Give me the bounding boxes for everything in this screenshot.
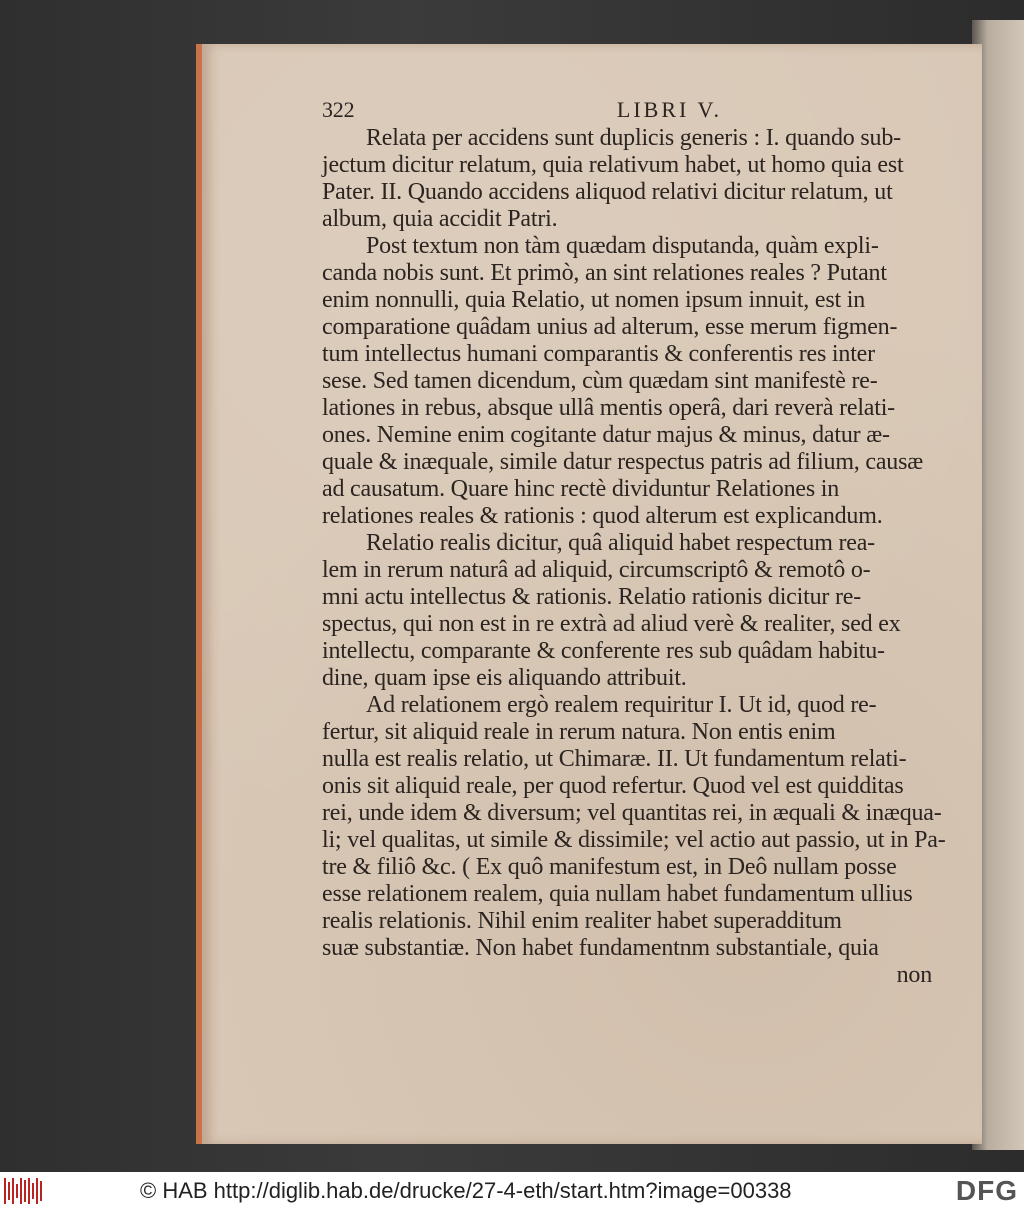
text-line: relationes reales & rationis : quod alterum est explicandum. (322, 503, 883, 529)
text-line: Relata per accidens sunt duplicis generis : I. quando sub- (366, 125, 901, 151)
text-line: dine, quam ipse eis aliquando attribuit. (322, 665, 687, 691)
logo-bar (32, 1183, 34, 1199)
text-line: lem in rerum naturâ ad aliquid, circumscriptô & remotô o- (322, 557, 871, 583)
text-line: mni actu intellectus & rationis. Relatio rationis dicitur re- (322, 584, 861, 610)
logo-bar (12, 1178, 14, 1204)
text-line: onis sit aliquid reale, per quod refertur. Quod vel est quidditas (322, 773, 904, 799)
text-line: jectum dicitur relatum, quia relativum habet, ut homo quia est (322, 152, 904, 178)
text-line: sese. Sed tamen dicendum, cùm quædam sint manifestè re- (322, 368, 878, 394)
text-line: canda nobis sunt. Et primò, an sint relationes reales ? Putant (322, 260, 887, 286)
logo-bar (36, 1178, 38, 1204)
logo-bar (8, 1182, 10, 1200)
text-line: rei, unde idem & diversum; vel quantitas rei, in æquali & inæqua- (322, 800, 942, 826)
text-line: suæ substantiæ. Non habet fundamentnm substantiale, quia (322, 935, 879, 961)
page-number: 322 (322, 97, 355, 122)
text-line: Relatio realis dicitur, quâ aliquid habet respectum rea- (366, 530, 875, 556)
text-line: comparatione quâdam unius ad alterum, esse merum figmen- (322, 314, 898, 340)
viewer-footer (0, 1172, 1024, 1209)
text-line: Post textum non tàm quædam disputanda, quàm expli- (366, 233, 879, 259)
catchword: non (896, 962, 932, 988)
dfg-logo[interactable]: DFG (955, 1174, 1018, 1206)
text-line: tum intellectus humani comparantis & conferentis res inter (322, 341, 875, 367)
hab-barcode-logo-icon (4, 1176, 44, 1206)
logo-bar (28, 1178, 30, 1204)
text-line: album, quia accidit Patri. (322, 206, 558, 232)
text-line: tre & filiô &c. ( Ex quô manifestum est, in Deô nullam posse (322, 854, 897, 880)
logo-bar (16, 1184, 18, 1198)
text-line: ad causatum. Quare hinc rectè dividuntur Relationes in (322, 476, 840, 502)
text-line: esse relationem realem, quia nullam habet fundamentum ullius (322, 881, 913, 907)
text-line: nulla est realis relatio, ut Chimaræ. II. Ut fundamentum relati- (322, 746, 907, 772)
text-line: Pater. II. Quando accidens aliquod relativi dicitur relatum, ut (322, 179, 893, 205)
text-line: ones. Nemine enim cogitante datur majus & minus, datur æ- (322, 422, 890, 448)
text-line: li; vel qualitas, ut simile & dissimile; vel actio aut passio, ut in Pa- (322, 827, 946, 853)
text-line: lationes in rebus, absque ullâ mentis operâ, dari reverà relati- (322, 395, 895, 421)
body-text (322, 125, 946, 962)
text-line: realis relationis. Nihil enim realiter habet superadditum (322, 908, 842, 934)
book-page (196, 44, 982, 1144)
text-line: quale & inæquale, simile datur respectus patris ad filium, causæ (322, 449, 924, 475)
text-line: spectus, qui non est in re extrà ad aliud verè & realiter, sed ex (322, 611, 901, 637)
text-line: intellectu, comparante & conferente res sub quâdam habitu- (322, 638, 885, 664)
logo-bar (4, 1178, 6, 1204)
text-line: fertur, sit aliquid reale in rerum natura. Non entis enim (322, 719, 836, 745)
citation-link[interactable]: © HAB http://diglib.hab.de/drucke/27-4-eth/start.htm?image=00338 (140, 1177, 792, 1203)
running-header (322, 96, 932, 123)
text-line: Ad relationem ergò realem requiritur I. Ut id, quod re- (366, 692, 877, 718)
text-line: enim nonnulli, quia Relatio, ut nomen ipsum innuit, est in (322, 287, 866, 313)
logo-bar (24, 1180, 26, 1202)
logo-bar (20, 1178, 22, 1204)
logo-bar (40, 1181, 42, 1201)
running-title: LIBRI V. (616, 97, 722, 122)
page-text-block (322, 96, 946, 989)
